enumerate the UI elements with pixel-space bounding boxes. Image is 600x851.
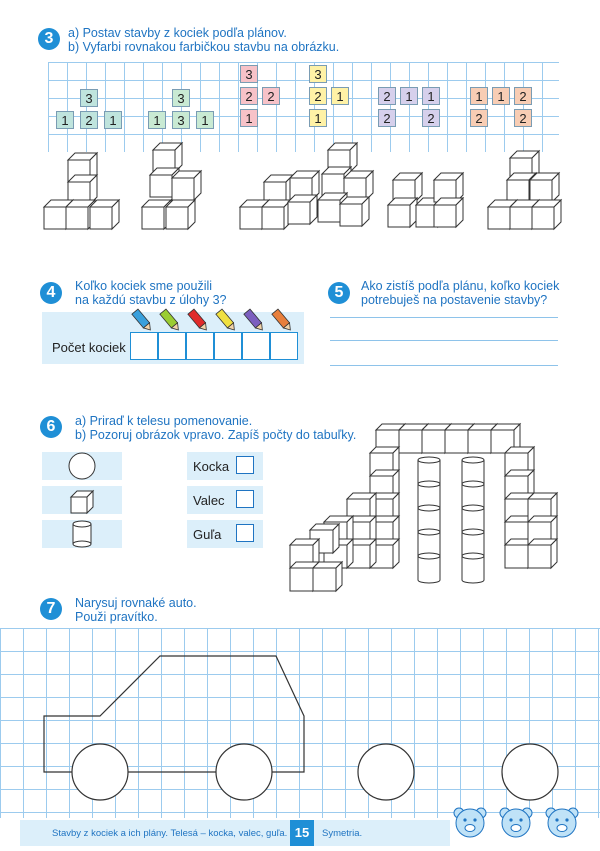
pencil-icon: [132, 309, 154, 333]
task-7-line-1: Narysuj rovnaké auto.: [75, 596, 197, 610]
plan-cell: 1: [309, 109, 327, 127]
plan-cell: 1: [492, 87, 510, 105]
name-row-valec: [187, 486, 263, 514]
task-6-line-b: b) Pozoruj obrázok vpravo. Zapíš počty do tabuľky.: [75, 428, 357, 442]
plan-cell: 1: [148, 111, 166, 129]
plan-cell: 2: [262, 87, 280, 105]
plan-cell: 2: [422, 109, 440, 127]
task-4-line-2: na každú stavbu z úlohy 3?: [75, 293, 227, 307]
building-1: [44, 153, 119, 229]
plan-cell: 2: [378, 87, 396, 105]
task-4-line-1: Koľko kociek sme použili: [75, 279, 213, 293]
task-3-number: 3: [38, 28, 60, 50]
answer-line[interactable]: [330, 365, 558, 366]
name-gula: Guľa: [193, 527, 222, 542]
name-row-gula: [187, 520, 263, 548]
plan-cell: 1: [196, 111, 214, 129]
task-5-line-1: Ako zistíš podľa plánu, koľko kociek: [361, 279, 560, 293]
pencil-icon: [272, 309, 294, 333]
task-7-number: 7: [40, 598, 62, 620]
task-6-line-a: a) Priraď k telesu pomenovanie.: [75, 414, 253, 428]
plan-cell: 2: [470, 109, 488, 127]
structure-illustration: [280, 420, 560, 600]
task-3-line-b: b) Vyfarbi rovnakou farbičkou stavbu na obrázku.: [68, 40, 340, 54]
answer-line[interactable]: [330, 317, 558, 318]
name-row-kocka: [187, 452, 263, 480]
task-4-number: 4: [40, 282, 62, 304]
plan-cell: 1: [422, 87, 440, 105]
solid-shapes: [42, 450, 122, 550]
footer-right-text: Symetria.: [322, 828, 363, 839]
pencil-icon: [244, 309, 266, 333]
task-5-number: 5: [328, 282, 350, 304]
copy-wheel: [358, 744, 414, 800]
plan-cell: 1: [104, 111, 122, 129]
bear-icon: [454, 808, 486, 837]
plan-cell: 2: [80, 111, 98, 129]
task-3-plan-grid: [48, 62, 559, 152]
building-2: [142, 143, 201, 229]
bear-icon: [500, 808, 532, 837]
count-cell-2[interactable]: [158, 332, 186, 360]
sphere-icon: [69, 453, 95, 479]
task-5-line-2: potrebuješ na postavenie stavby?: [361, 293, 548, 307]
building-6: [488, 151, 561, 229]
plan-cell: 1: [56, 111, 74, 129]
car-wheel: [216, 744, 272, 800]
car-wheel: [72, 744, 128, 800]
count-cell-4[interactable]: [214, 332, 242, 360]
task-6-number: 6: [40, 416, 62, 438]
pencil-icons: [130, 306, 300, 334]
plan-cell: 2: [514, 109, 532, 127]
name-kocka: Kocka: [193, 459, 230, 474]
bear-faces: [448, 804, 588, 842]
plan-cell: 1: [400, 87, 418, 105]
footer-left-text: Stavby z kociek a ich plány. Telesá – kocka, valec, guľa.: [52, 828, 288, 839]
plan-cell: 2: [309, 87, 327, 105]
count-cell-3[interactable]: [186, 332, 214, 360]
answer-box-valec[interactable]: [236, 490, 254, 508]
count-cell-5[interactable]: [242, 332, 270, 360]
building-3: [240, 171, 319, 229]
building-4: [318, 143, 373, 226]
cube-icon: [71, 491, 93, 513]
cube-buildings: [0, 140, 600, 240]
count-label: Počet kociek: [52, 340, 126, 355]
cylinder-icon: [73, 521, 91, 547]
building-5: [388, 173, 463, 227]
count-cell-1[interactable]: [130, 332, 158, 360]
count-cell-6[interactable]: [270, 332, 298, 360]
copy-wheel: [502, 744, 558, 800]
plan-cell: 1: [470, 87, 488, 105]
answer-line[interactable]: [330, 340, 558, 341]
plan-cell: 3: [240, 65, 258, 83]
bear-icon: [546, 808, 578, 837]
answer-box-gula[interactable]: [236, 524, 254, 542]
answer-box-kocka[interactable]: [236, 456, 254, 474]
plan-cell: 1: [240, 109, 258, 127]
plan-cell: 1: [331, 87, 349, 105]
plan-cell: 3: [172, 111, 190, 129]
pencil-icon: [216, 309, 238, 333]
pencil-icon: [160, 309, 182, 333]
task-3-line-a: a) Postav stavby z kociek podľa plánov.: [68, 26, 287, 40]
plan-cell: 3: [172, 89, 190, 107]
plan-cell: 3: [80, 89, 98, 107]
plan-cell: 2: [378, 109, 396, 127]
pencil-icon: [188, 309, 210, 333]
plan-cell: 2: [514, 87, 532, 105]
car-drawing: [0, 628, 600, 818]
name-valec: Valec: [193, 493, 225, 508]
page-number: 15: [290, 820, 314, 846]
plan-cell: 3: [309, 65, 327, 83]
plan-cell: 2: [240, 87, 258, 105]
task-7-line-2: Použi pravítko.: [75, 610, 158, 624]
